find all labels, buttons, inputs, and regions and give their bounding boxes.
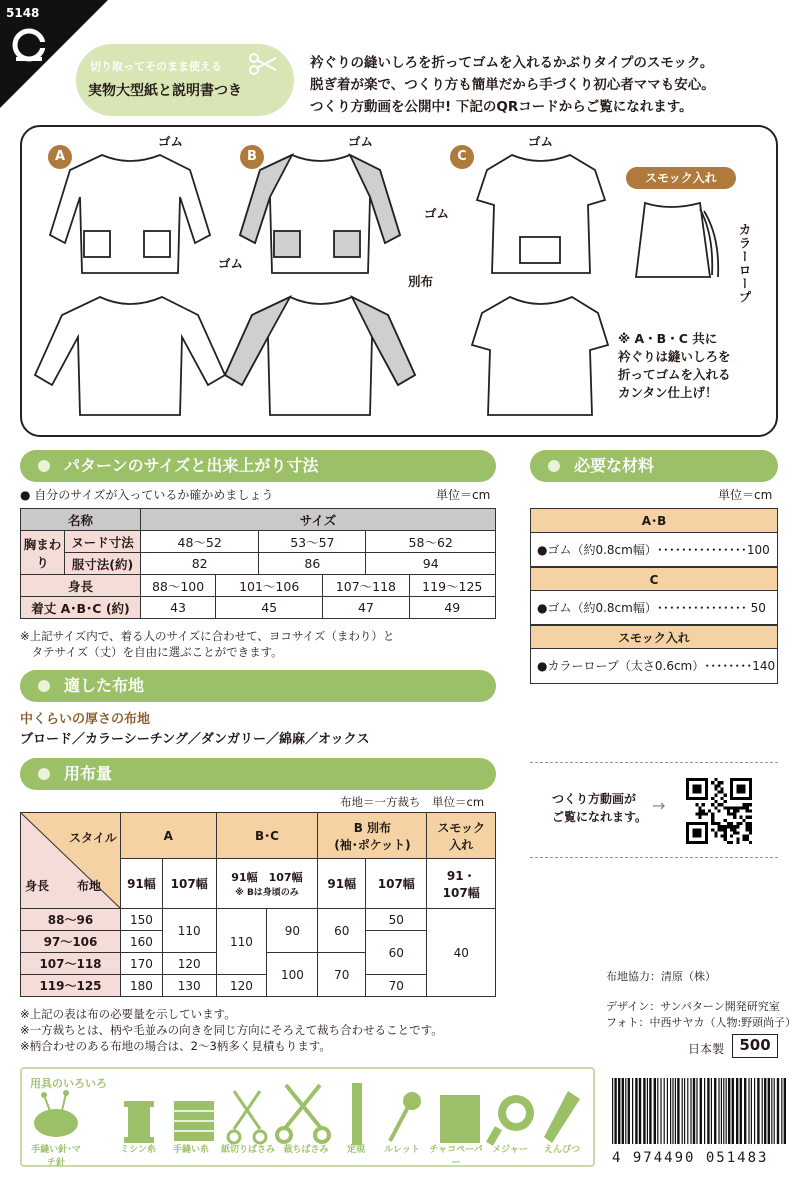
materials-row: ●カラーロープ（太さ0.6cm）････････140	[537, 659, 776, 673]
row-header: 服寸法(約)	[65, 553, 141, 575]
tool-label: 裁ちばさみ	[283, 1145, 329, 1155]
size-notes	[20, 628, 394, 660]
brand-logo-icon	[12, 28, 46, 62]
smock-bag-label: スモック入れ	[626, 167, 736, 189]
fabric-weight: 中くらいの厚さの布地	[20, 712, 151, 727]
style-header: スタイル	[69, 831, 117, 845]
table-cell: 49	[409, 597, 495, 619]
made-in-japan: 日本製	[688, 1042, 725, 1056]
row-header: 88〜96	[21, 909, 121, 931]
pincushion-icon	[34, 1090, 78, 1137]
tool-label: 定規	[346, 1145, 365, 1155]
fabric-list: ブロード／カラーシーチング／ダンガリー／綿麻／オックス	[20, 732, 370, 747]
tool-label: えんぴつ	[543, 1145, 580, 1155]
photo-credit: フォト：中西サヤカ（人物:野頭尚子）	[606, 1016, 797, 1029]
spool-icon	[124, 1101, 154, 1143]
col-header: 91・ 107幅	[427, 859, 496, 909]
table-cell: 110	[216, 909, 267, 975]
col-header: B･C	[216, 813, 318, 859]
yardage-unit: 布地＝一方裁ち 単位＝cm	[340, 795, 485, 809]
size-section-sub: ● 自分のサイズが入っているか確かめましょう	[20, 488, 274, 502]
tool-label: メジャー	[492, 1145, 528, 1155]
table-cell: 150	[121, 909, 163, 931]
note-line: 衿ぐりは縫いしろを	[618, 349, 731, 364]
qr-text	[552, 790, 647, 826]
height-header: 身長	[25, 879, 50, 893]
note-line: ※柄合わせのある布地の場合は、2〜3柄多く見積もります。	[20, 1039, 331, 1053]
materials-header: C	[531, 567, 777, 591]
row-header: 119〜125	[21, 975, 121, 997]
col-header: 名称	[21, 509, 141, 531]
table-cell: 53〜57	[259, 531, 366, 553]
row-header: ヌード寸法	[65, 531, 141, 553]
table-cell: 130	[162, 975, 216, 997]
size-table	[20, 508, 496, 619]
col-header: 107幅	[366, 859, 427, 909]
materials-row: ●ゴム（約0.8cm幅）･･･････････････100	[531, 533, 777, 567]
table-cell: 119〜125	[409, 575, 495, 597]
table-cell: 110	[162, 909, 216, 953]
tool-label: 紙切りばさみ	[220, 1145, 275, 1155]
contrast-fabric-label: 別布	[408, 274, 434, 289]
materials-unit: 単位＝cm	[718, 488, 773, 502]
note-line: 折ってゴムを入れる	[618, 367, 731, 382]
col-header: 107幅	[162, 859, 216, 909]
fabric-credit: 布地協力：清原（株）	[606, 970, 716, 983]
barcode-number: 4 974490 051483	[612, 1150, 769, 1166]
note-line: ※一方裁ちとは、柄や毛並みの向きを同じ方向にそろえて裁ち合わせることです。	[20, 1023, 443, 1037]
table-cell: 88〜100	[141, 575, 216, 597]
tracing-wheel-icon	[390, 1094, 419, 1141]
note-line: タテサイズ（丈）を自由に選ぶことができます。	[20, 645, 283, 659]
size-section-header: パターンのサイズと出来上がり寸法	[20, 450, 496, 482]
thread-icon	[174, 1101, 214, 1141]
col-header: A	[121, 813, 217, 859]
yardage-section-header: 用布量	[20, 758, 496, 790]
intro-line: 脱ぎ着が楽で、つくり方も簡単だから手づくり初心者ママも安心。	[310, 77, 715, 93]
tool-label: 手縫い針･マチ針	[31, 1145, 81, 1168]
table-cell: 48〜52	[141, 531, 259, 553]
elastic-label: ゴム	[424, 206, 450, 221]
style-a-badge: A	[48, 145, 72, 169]
ruler-icon	[352, 1083, 362, 1145]
col-header	[216, 859, 318, 909]
table-cell: 120	[216, 975, 267, 997]
table-cell: 60	[318, 909, 366, 953]
barcode-icon	[608, 1078, 788, 1150]
qr-code-icon[interactable]	[686, 778, 752, 844]
tool-label: チャコペーパー	[429, 1145, 483, 1168]
col-header: 91幅	[231, 871, 258, 884]
col-header: 91幅	[121, 859, 163, 909]
intro-line: 衿ぐりの縫いしろを折ってゴムを入れるかぶりタイプのスモック。	[310, 55, 714, 71]
materials-header: A･B	[531, 509, 777, 533]
intro-line: つくり方動画を公開中! 下記のQRコードからご覧になれます。	[310, 99, 693, 115]
tools-labels	[20, 1142, 595, 1168]
row-header: 胸まわり	[21, 531, 65, 575]
intro-text	[310, 52, 790, 118]
row-header: 身長	[21, 575, 141, 597]
row-header: 着丈 A･B･C (約)	[21, 597, 141, 619]
pencil-icon	[544, 1091, 580, 1143]
corner-cell	[21, 813, 121, 909]
tape-measure-icon	[486, 1095, 534, 1146]
price-box: 500	[732, 1034, 778, 1058]
table-cell: 50	[366, 909, 427, 931]
table-cell: 40	[427, 909, 496, 997]
arrow-icon: →	[652, 796, 666, 815]
table-cell: 100	[267, 953, 318, 997]
size-unit: 単位＝cm	[436, 488, 491, 502]
table-cell: 82	[141, 553, 259, 575]
table-cell: 90	[267, 909, 318, 953]
materials-header: スモック入れ	[531, 625, 777, 649]
banner-subtitle: 切り取ってそのまま使える	[90, 60, 222, 73]
elastic-label: ゴム	[218, 256, 244, 271]
row-header: 107〜118	[21, 953, 121, 975]
table-cell: 58〜62	[366, 531, 496, 553]
product-code: 5148	[6, 6, 40, 20]
table-cell: 120	[162, 953, 216, 975]
table-cell: 180	[121, 975, 163, 997]
col-header: サイズ	[141, 509, 496, 531]
yardage-table	[20, 812, 496, 997]
fabric-scissors-icon	[277, 1085, 329, 1142]
table-cell: 45	[216, 597, 323, 619]
chalk-paper-icon	[440, 1095, 480, 1143]
table-cell: 170	[121, 953, 163, 975]
elastic-label: ゴム	[528, 134, 554, 149]
scissors-icon	[248, 52, 278, 76]
tools-title: 用具のいろいろ	[30, 1077, 107, 1090]
col-note: ※ Bは身頃のみ	[235, 888, 299, 898]
elastic-label: ゴム	[348, 134, 374, 149]
qr-line: ご覧になれます。	[552, 810, 648, 824]
col-header: B 別布 (袖･ポケット)	[318, 813, 427, 859]
rope-label: カラーロープ	[737, 223, 752, 304]
note-line: ※上記サイズ内で、着る人のサイズに合わせて、ヨコサイズ（まわり）と	[20, 629, 395, 643]
table-cell: 60	[366, 931, 427, 975]
materials-table	[530, 508, 778, 684]
elastic-label: ゴム	[158, 134, 184, 149]
design-credit: デザイン：サンパターン開発研究室	[606, 1000, 780, 1013]
table-cell: 160	[121, 931, 163, 953]
table-cell: 43	[141, 597, 216, 619]
col-header: スモック 入れ	[427, 813, 496, 859]
style-c-badge: C	[450, 145, 474, 169]
materials-row: ●ゴム（約0.8cm幅）･･･････････････ 50	[531, 591, 777, 625]
tool-label: ミシン糸	[120, 1145, 156, 1155]
style-b-badge: B	[240, 145, 264, 169]
yardage-notes	[20, 1006, 443, 1054]
paper-scissors-icon	[228, 1091, 266, 1143]
table-cell: 101〜106	[216, 575, 323, 597]
tool-label: 手縫い糸	[172, 1145, 209, 1155]
materials-section-header: 必要な材料	[530, 450, 778, 482]
row-header: 97〜106	[21, 931, 121, 953]
table-cell: 94	[366, 553, 496, 575]
table-cell: 70	[318, 953, 366, 997]
note-line: ※ A・B・C 共に	[618, 331, 718, 346]
note-line: ※上記の表は布の必要量を示しています。	[20, 1007, 236, 1021]
col-header: 107幅	[268, 871, 303, 884]
note-line: カンタン仕上げ！	[618, 385, 718, 400]
table-cell: 70	[366, 975, 427, 997]
table-cell: 86	[259, 553, 366, 575]
fabric-header: 布地	[77, 879, 102, 893]
table-cell: 47	[323, 597, 409, 619]
table-cell: 107〜118	[323, 575, 409, 597]
col-header: 91幅	[318, 859, 366, 909]
banner-title: 実物大型紙と説明書つき	[88, 83, 242, 99]
illustration-note	[618, 330, 731, 402]
tool-label: ルレット	[384, 1145, 420, 1155]
qr-line: つくり方動画が	[552, 792, 637, 806]
fabric-section-header: 適した布地	[20, 670, 496, 702]
